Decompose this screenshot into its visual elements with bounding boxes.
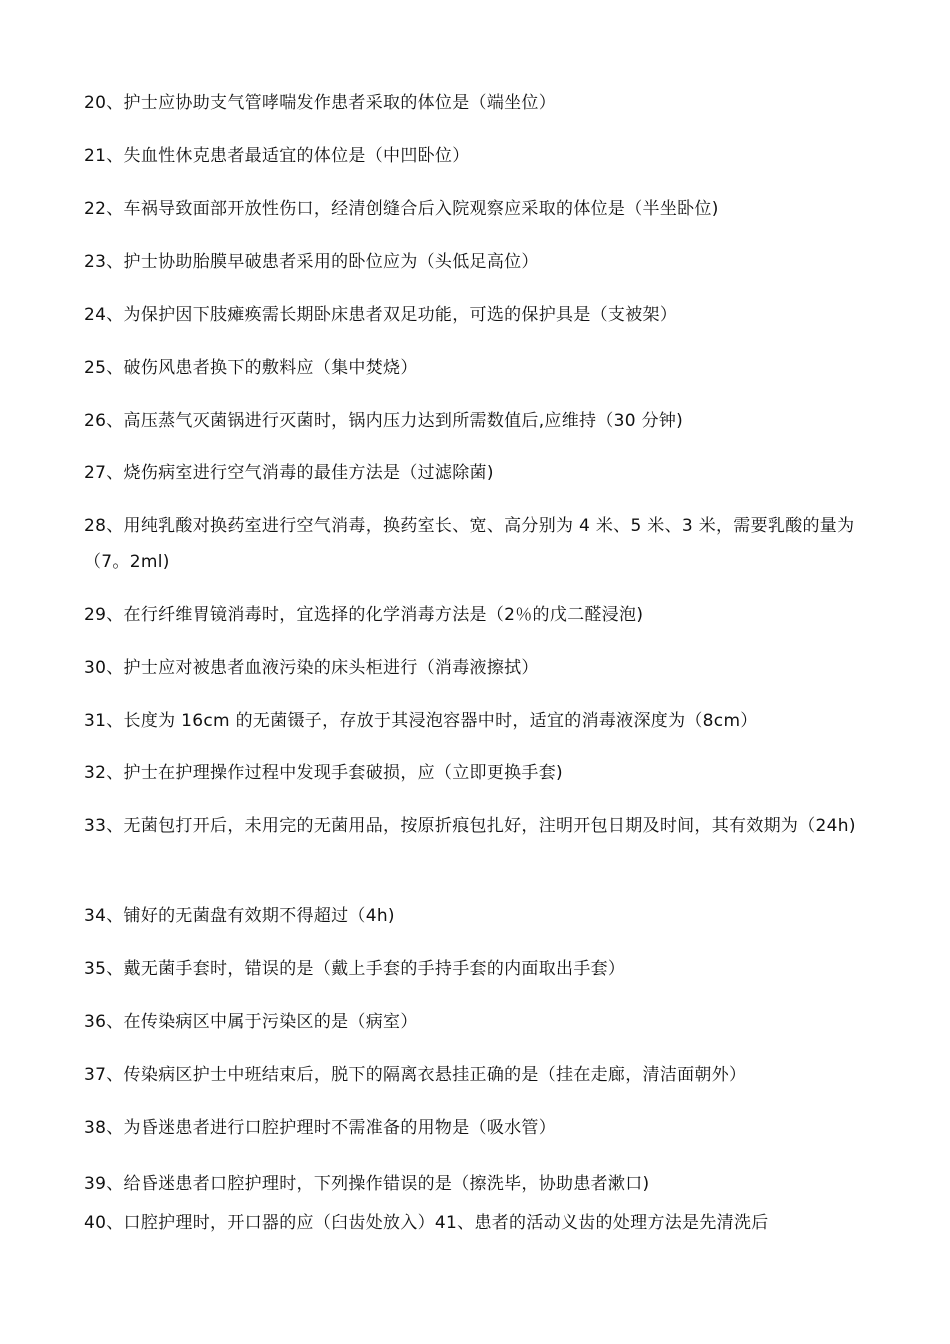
question-40: 40、口腔护理时，开口器的应（臼齿处放入）41、患者的活动义齿的处理方法是先清洗后 — [84, 1213, 769, 1233]
question-25: 25、破伤风患者换下的敷料应（集中焚烧） — [84, 358, 418, 378]
question-26: 26、高压蒸气灭菌锅进行灭菌时，锅内压力达到所需数值后,应维持（30 分钟) — [84, 411, 684, 431]
question-28: 28、用纯乳酸对换药室进行空气消毒，换药室长、宽、高分别为 4 米、5 米、3 米，需要乳酸的量为（7。2ml) — [84, 516, 855, 572]
question-37: 37、传染病区护士中班结束后，脱下的隔离衣悬挂正确的是（挂在走廊，清洁面朝外） — [84, 1065, 747, 1085]
question-21: 21、失血性休克患者最适宜的体位是（中凹卧位） — [84, 146, 470, 166]
question-23: 23、护士协助胎膜早破患者采用的卧位应为（头低足高位） — [84, 252, 539, 272]
question-22: 22、车祸导致面部开放性伤口，经清创缝合后入院观察应采取的体位是（半坐卧位) — [84, 199, 719, 219]
question-31: 31、长度为 16cm 的无菌镊子，存放于其浸泡容器中时，适宜的消毒液深度为（8cm） — [84, 711, 758, 731]
question-38: 38、为昏迷患者进行口腔护理时不需准备的用物是（吸水管） — [84, 1118, 557, 1138]
question-35: 35、戴无菌手套时，错误的是（戴上手套的手持手套的内面取出手套） — [84, 959, 626, 979]
question-39: 39、给昏迷患者口腔护理时，下列操作错误的是（擦洗毕，协助患者漱口) — [84, 1174, 650, 1194]
question-33: 33、无菌包打开后，未用完的无菌用品，按原折痕包扎好，注明开包日期及时间，其有效期为（24h) — [84, 816, 856, 836]
question-27: 27、烧伤病室进行空气消毒的最佳方法是（过滤除菌) — [84, 463, 494, 483]
question-32: 32、护士在护理操作过程中发现手套破损，应（立即更换手套) — [84, 763, 563, 783]
question-24: 24、为保护因下肢瘫痪需长期卧床患者双足功能，可选的保护具是（支被架） — [84, 305, 678, 325]
question-30: 30、护士应对被患者血液污染的床头柜进行（消毒液擦拭） — [84, 658, 539, 678]
question-20: 20、护士应协助支气管哮喘发作患者采取的体位是（端坐位） — [84, 93, 557, 113]
question-29: 29、在行纤维胃镜消毒时，宜选择的化学消毒方法是（2％的戊二醛浸泡) — [84, 605, 644, 625]
question-36: 36、在传染病区中属于污染区的是（病室） — [84, 1012, 418, 1032]
question-34: 34、铺好的无菌盘有效期不得超过（4h) — [84, 906, 395, 926]
